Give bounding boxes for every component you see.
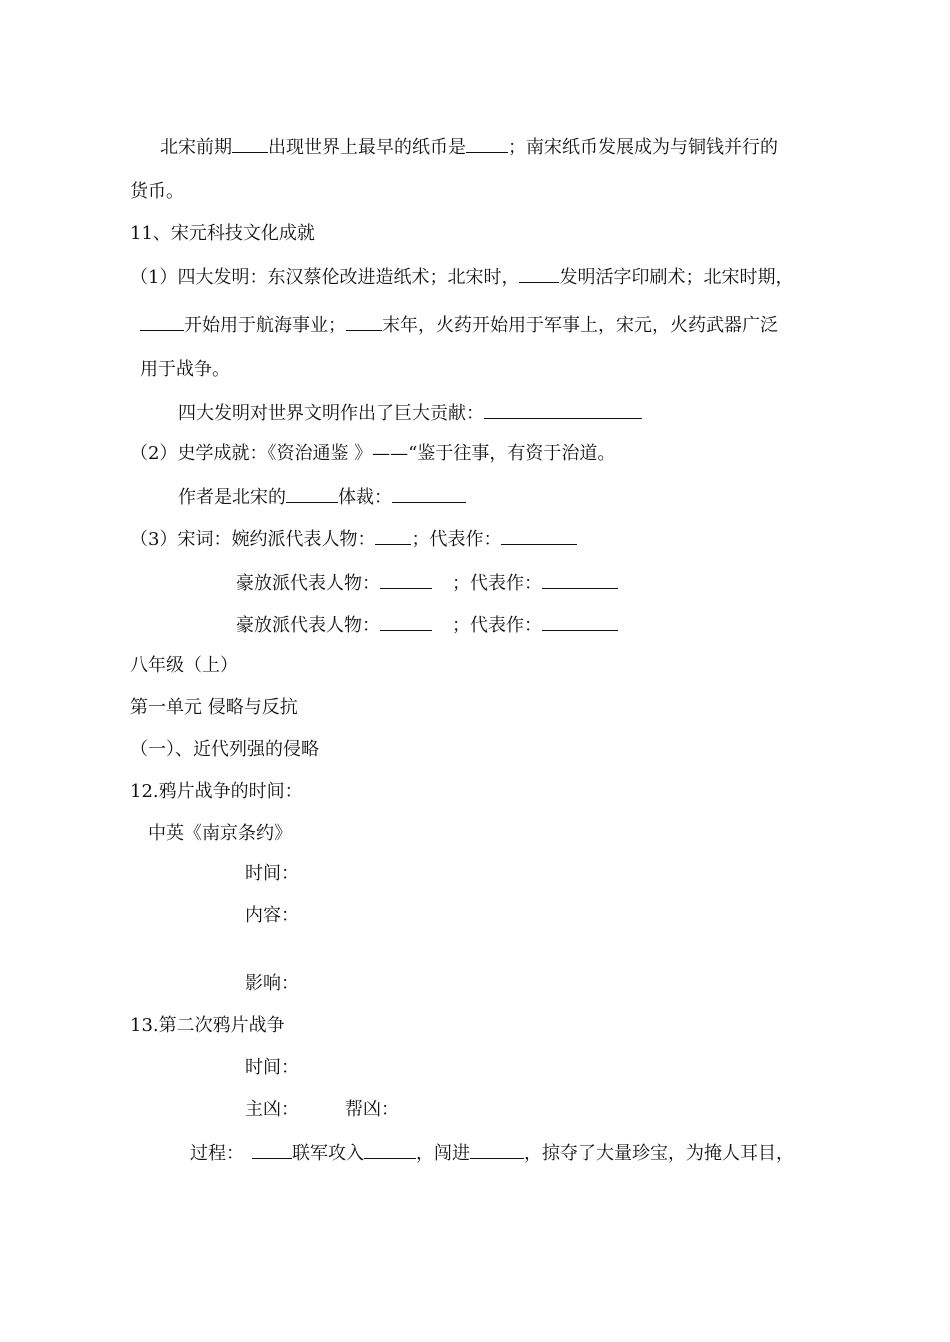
contribution-line bbox=[178, 400, 642, 426]
blank bbox=[519, 264, 559, 283]
text: 过程： bbox=[190, 1143, 244, 1164]
blank bbox=[542, 612, 618, 631]
treaty-nanjing bbox=[148, 822, 292, 846]
text: （一）、近代列强的侵略 bbox=[130, 739, 319, 760]
text: ；代表作： bbox=[452, 615, 542, 636]
text: 帮凶： bbox=[345, 1099, 399, 1120]
blank bbox=[364, 1140, 416, 1159]
paper-money-continued bbox=[130, 180, 184, 204]
text: 联军攻入 bbox=[292, 1143, 364, 1164]
blank bbox=[470, 1140, 524, 1159]
subsection-heading bbox=[130, 738, 319, 762]
text: （1）四大发明：东汉蔡伦改进造纸术；北宋时， bbox=[130, 267, 520, 288]
blank bbox=[380, 570, 432, 589]
text: 豪放派代表人物： bbox=[236, 615, 380, 636]
question-13 bbox=[130, 1014, 285, 1038]
text: 四大发明对世界文明作出了巨大贡献： bbox=[178, 403, 484, 424]
text: 作者是北宋的 bbox=[178, 487, 286, 508]
text: ；代表作： bbox=[452, 573, 542, 594]
text: 末年，火药开始用于军事上，宋元，火药武器广泛 bbox=[382, 315, 778, 336]
text: 八年级（上） bbox=[130, 655, 238, 676]
text: 出现世界上最早的纸币是 bbox=[268, 137, 466, 158]
songci-line bbox=[130, 526, 577, 552]
war2-process bbox=[190, 1140, 794, 1166]
war2-time bbox=[245, 1056, 299, 1080]
four-inventions-line bbox=[130, 264, 793, 290]
blank bbox=[392, 484, 466, 503]
blank bbox=[252, 1140, 292, 1159]
text: 12.鸦片战争的时间： bbox=[130, 781, 303, 802]
haofang-line-2 bbox=[236, 612, 618, 638]
text: 用于战争。 bbox=[140, 359, 230, 380]
text: 第一单元 侵略与反抗 bbox=[130, 697, 298, 718]
text: 货币。 bbox=[130, 181, 184, 202]
text: 13.第二次鸦片战争 bbox=[130, 1015, 285, 1036]
paper-money-line bbox=[160, 134, 778, 160]
text: 体裁： bbox=[338, 487, 392, 508]
blank bbox=[501, 526, 577, 545]
text: 发明活字印刷术；北宋时期， bbox=[559, 267, 794, 288]
blank bbox=[375, 526, 411, 545]
treaty-time bbox=[245, 862, 299, 886]
section-heading-11 bbox=[130, 222, 315, 246]
text: ；代表作： bbox=[411, 529, 502, 550]
blank bbox=[232, 134, 268, 153]
text: （3）宋词：婉约派代表人物： bbox=[130, 529, 376, 550]
war2-culprits bbox=[245, 1098, 399, 1122]
text: 影响： bbox=[245, 973, 299, 994]
used-in-war-line bbox=[140, 358, 230, 382]
treaty-content bbox=[245, 904, 299, 928]
text: 时间： bbox=[245, 863, 299, 884]
text: 时间： bbox=[245, 1057, 299, 1078]
haofang-line-1 bbox=[236, 570, 618, 596]
text: 开始用于航海事业； bbox=[184, 315, 346, 336]
text: （2）史学成就：《资治通鉴 》——“鉴于往事，有资于治道。 bbox=[130, 443, 616, 464]
blank bbox=[346, 312, 382, 331]
author-line bbox=[178, 484, 466, 510]
unit-heading bbox=[130, 696, 298, 720]
blank bbox=[484, 400, 642, 419]
blank bbox=[542, 570, 618, 589]
blank bbox=[286, 484, 338, 503]
text: 内容： bbox=[245, 905, 299, 926]
text: 豪放派代表人物： bbox=[236, 573, 380, 594]
text: ，闯进 bbox=[416, 1143, 470, 1164]
text: 11、宋元科技文化成就 bbox=[130, 223, 315, 244]
text: 主凶： bbox=[245, 1099, 299, 1120]
question-12 bbox=[130, 780, 303, 804]
text: 中英《南京条约》 bbox=[148, 823, 292, 844]
blank bbox=[466, 134, 508, 153]
text: ；南宋纸币发展成为与铜钱并行的 bbox=[508, 137, 778, 158]
treaty-impact bbox=[245, 972, 299, 996]
text: 北宋前期 bbox=[160, 137, 232, 158]
grade-heading bbox=[130, 654, 238, 678]
history-achievement-line bbox=[130, 442, 615, 466]
blank bbox=[140, 312, 184, 331]
text: ，掠夺了大量珍宝，为掩人耳目， bbox=[524, 1143, 794, 1164]
blank bbox=[380, 612, 432, 631]
compass-gunpowder-line bbox=[140, 312, 778, 338]
